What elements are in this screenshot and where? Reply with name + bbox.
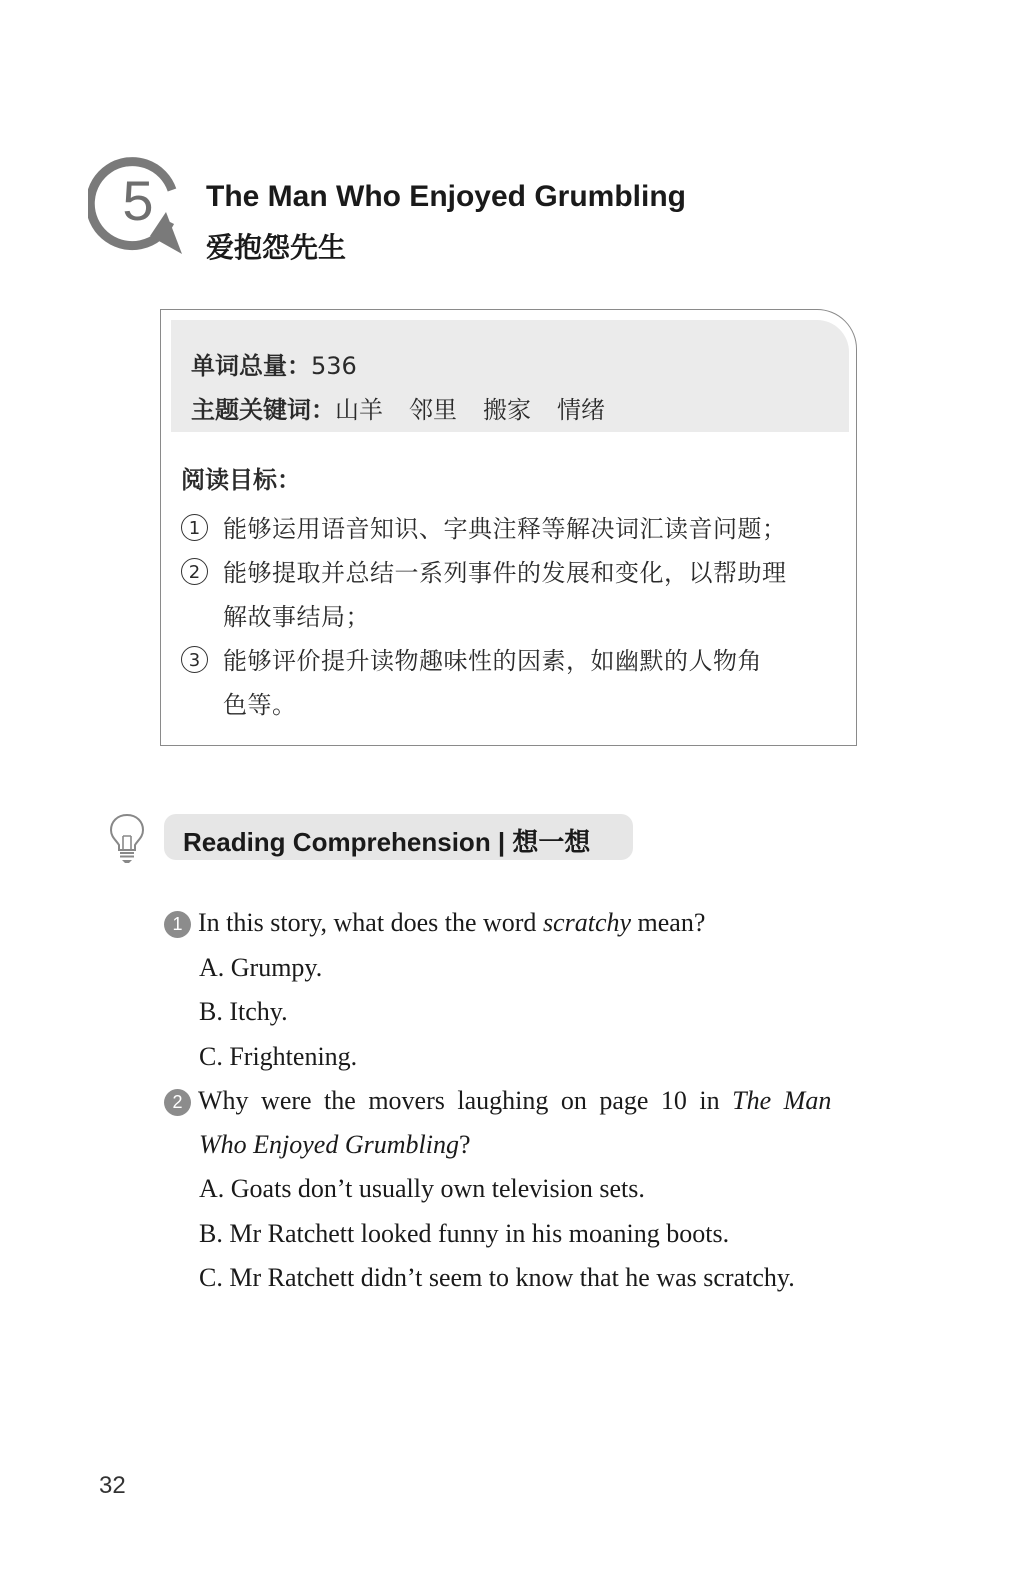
question-2-option-a: A. Goats don’t usually own television sets. — [199, 1174, 645, 1203]
goals-label: 阅读目标： — [181, 466, 301, 494]
question-1-option-a: A. Grumpy. — [199, 953, 323, 982]
section-title: Reading Comprehension | 想一想 — [183, 827, 591, 857]
question-2-continued: Who Enjoyed Grumbling? — [199, 1130, 471, 1159]
keyword: 山羊 — [335, 396, 383, 424]
info-header-panel — [171, 320, 849, 432]
question-1-option-c: C. Frightening. — [199, 1042, 358, 1071]
goal-number: 1 — [181, 514, 208, 541]
question-2-option-c: C. Mr Ratchett didn’t seem to know that he was scratchy. — [199, 1263, 795, 1292]
chapter-number: 5 — [122, 169, 154, 232]
keywords-label: 主题关键词： — [191, 396, 335, 424]
keyword: 情绪 — [557, 396, 605, 424]
keyword: 搬家 — [483, 396, 531, 424]
question-number: 2 — [164, 1089, 191, 1116]
word-count-label: 单词总量： — [191, 352, 311, 380]
chapter-number-badge — [88, 150, 188, 260]
goal-item: 2 能够提取并总结一系列事件的发展和变化，以帮助理 解故事结局； — [181, 551, 841, 639]
chapter-title-chinese: 爱抱怨先生 — [206, 231, 347, 264]
word-count-line — [191, 346, 357, 381]
keywords-line — [191, 390, 631, 425]
keyword: 邻里 — [409, 396, 457, 424]
word-count-value: 536 — [311, 352, 357, 380]
goal-number: 3 — [181, 646, 208, 673]
question-2: 2 Why were the movers laughing on page 10 in The Man — [164, 1086, 831, 1116]
reading-info-box — [160, 309, 857, 746]
question-2-option-b: B. Mr Ratchett looked funny in his moaning boots. — [199, 1219, 730, 1248]
question-number: 1 — [164, 911, 191, 938]
goal-number: 2 — [181, 558, 208, 585]
question-1-option-b: B. Itchy. — [199, 997, 288, 1026]
goal-item: 3 能够评价提升读物趣味性的因素，如幽默的人物角 色等。 — [181, 639, 841, 727]
page-number: 32 — [99, 1472, 126, 1499]
goal-item: 1 能够运用语音知识、字典注释等解决词汇读音问题； — [181, 507, 841, 551]
chapter-title-english: The Man Who Enjoyed Grumbling — [206, 180, 686, 213]
question-1: 1 In this story, what does the word scratchy mean? — [164, 908, 705, 938]
lightbulb-icon — [108, 812, 146, 864]
